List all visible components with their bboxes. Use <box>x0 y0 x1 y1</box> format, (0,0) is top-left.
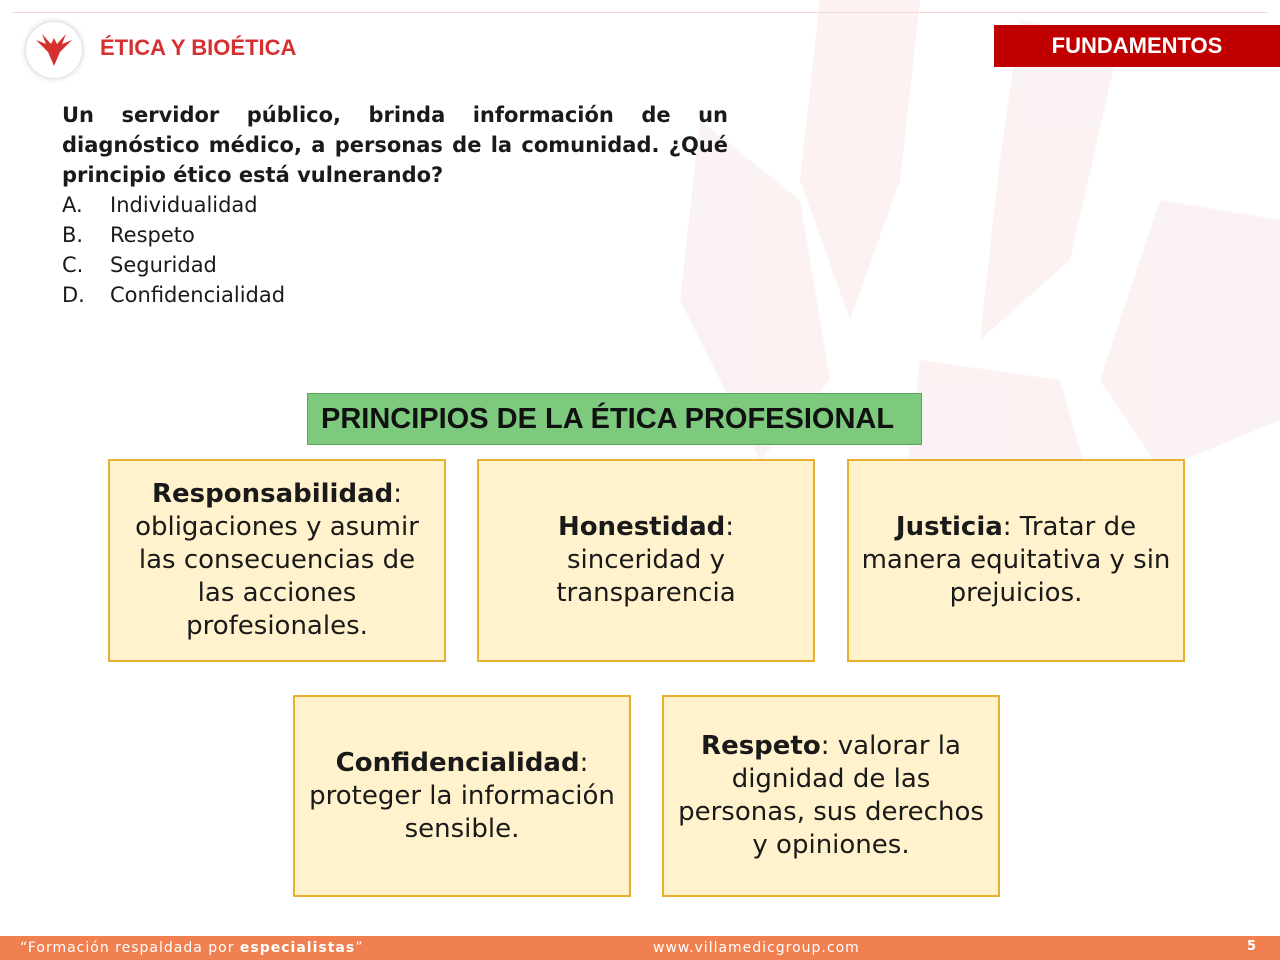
option-letter: B. <box>62 223 84 247</box>
principle-term: Confidencialidad <box>335 747 580 778</box>
slogan-bold: especialistas <box>239 940 356 956</box>
principle-card-respeto <box>662 695 1000 897</box>
principle-description: : valorar la dignidad de las personas, sus derechos y opiniones. <box>678 731 984 860</box>
option-a <box>62 190 285 220</box>
principle-description: : proteger la información sensible. <box>309 747 615 844</box>
option-letter: A. <box>62 193 83 217</box>
principles-heading: PRINCIPIOS DE LA ÉTICA PROFESIONAL <box>307 393 922 445</box>
principle-card-confidencialidad <box>293 695 631 897</box>
principle-description: : Tratar de manera equitativa y sin prejuicios. <box>861 512 1171 608</box>
option-text: Confidencialidad <box>110 283 286 307</box>
option-text: Respeto <box>110 223 195 247</box>
phoenix-logo-icon <box>26 22 82 78</box>
principle-term: Responsabilidad <box>151 479 394 509</box>
slogan-start: “Formación respaldada por <box>20 940 240 956</box>
principle-description: : obligaciones y asumir las consecuencias de las acciones profesionales. <box>135 479 419 641</box>
slogan-end: ” <box>355 940 364 956</box>
option-text: Seguridad <box>110 253 217 277</box>
principle-card-honestidad <box>477 459 815 662</box>
option-letter: C. <box>62 253 84 277</box>
principle-term: Respeto <box>701 731 821 761</box>
option-d <box>62 280 285 310</box>
option-text: Individualidad <box>110 193 258 217</box>
principle-description: : sinceridad y transparencia <box>556 512 736 608</box>
page-number: 5 <box>1246 939 1256 954</box>
principle-term: Honestidad <box>557 512 726 542</box>
option-c <box>62 250 285 280</box>
footer-bar <box>0 936 1280 960</box>
option-b <box>62 220 285 250</box>
question-text: Un servidor público, brinda información de un diagnóstico médico, a personas de la comunidad. ¿Qué principio ético está vulnerando? <box>62 103 728 187</box>
course-title: ÉTICA Y BIOÉTICA <box>100 35 297 60</box>
header-rule <box>12 12 1268 13</box>
principle-term: Justicia <box>895 512 1003 542</box>
answer-options <box>62 190 285 310</box>
footer-website-link[interactable]: www.villamedicgroup.com <box>653 940 860 956</box>
section-badge: FUNDAMENTOS <box>994 25 1280 67</box>
principle-card-responsabilidad <box>108 459 446 662</box>
principle-card-justicia <box>847 459 1185 662</box>
footer-slogan <box>20 940 363 956</box>
option-letter: D. <box>62 283 85 307</box>
